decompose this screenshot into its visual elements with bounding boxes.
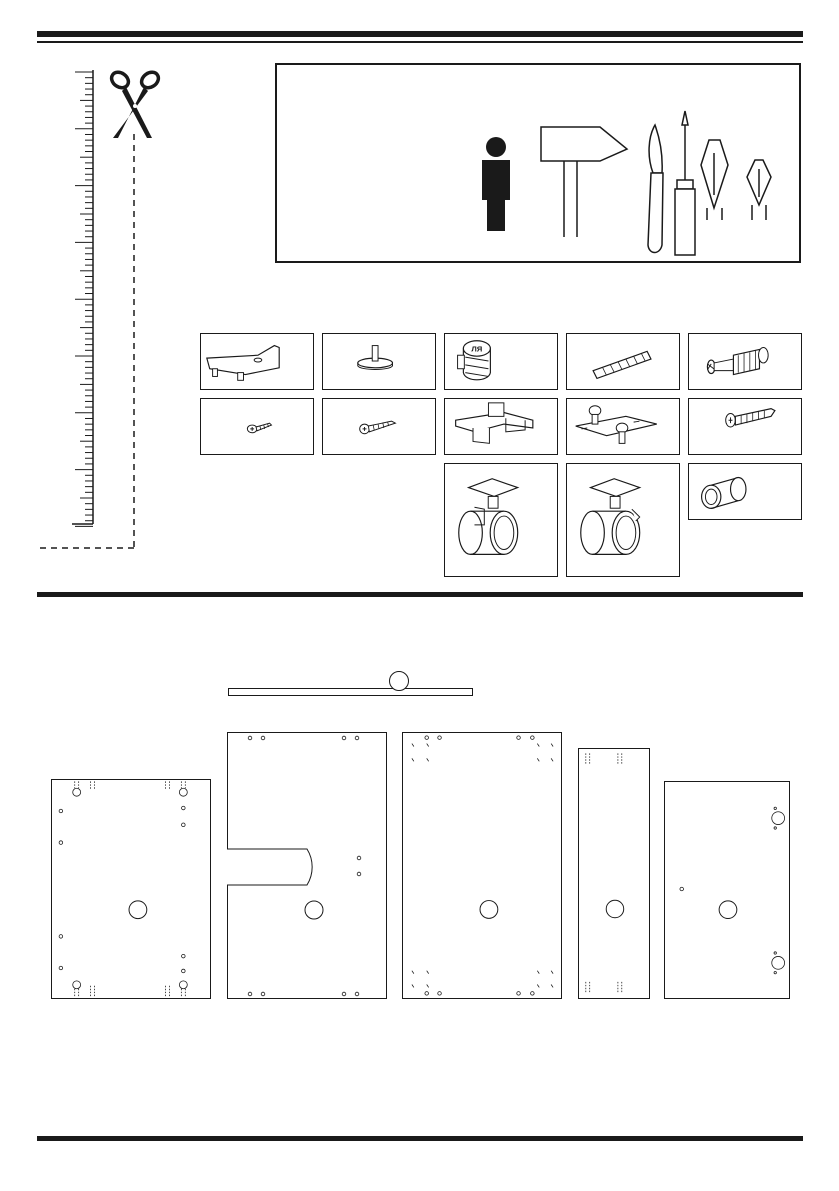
middle-thick-rule [37, 592, 803, 597]
caster-wheel-brake-icon [566, 463, 680, 577]
short-screw-icon [200, 398, 314, 455]
hinge-cup-icon [444, 398, 558, 455]
knife-icon [648, 125, 663, 253]
rubber-bumper-icon [688, 463, 802, 520]
top-thin-rule [37, 41, 803, 43]
caster-wheel-icon [444, 463, 558, 577]
required-tools-box [275, 63, 801, 263]
cam-lock-icon [444, 333, 558, 390]
long-screw-icon [688, 398, 802, 455]
wood-screw-icon [322, 398, 436, 455]
flat-screwdriver-icon [701, 140, 728, 220]
hammer-icon [541, 127, 627, 237]
wooden-dowel-icon [566, 333, 680, 390]
panel-shelf-strip [228, 688, 473, 696]
panel-back [402, 732, 562, 999]
top-thick-rule [37, 31, 803, 37]
connector-bolt-icon [688, 333, 802, 390]
phillips-screwdriver-icon [675, 111, 695, 255]
cam-lock-marking: ЛЯ [471, 344, 483, 354]
panel-shelf-strip-marker [388, 670, 410, 692]
hinge-mounting-plate-icon [566, 398, 680, 455]
panel-side-left [51, 779, 211, 999]
panel-door [664, 781, 790, 999]
person-icon [482, 137, 510, 231]
panel-divider [578, 748, 650, 999]
adjustable-foot-glide-icon [322, 333, 436, 390]
shelf-support-bracket-icon [200, 333, 314, 390]
pozidriv-bit-icon [747, 160, 771, 220]
panel-top-with-cutout [227, 732, 387, 999]
bottom-thick-rule [37, 1136, 803, 1141]
scissors-icon [106, 66, 164, 142]
